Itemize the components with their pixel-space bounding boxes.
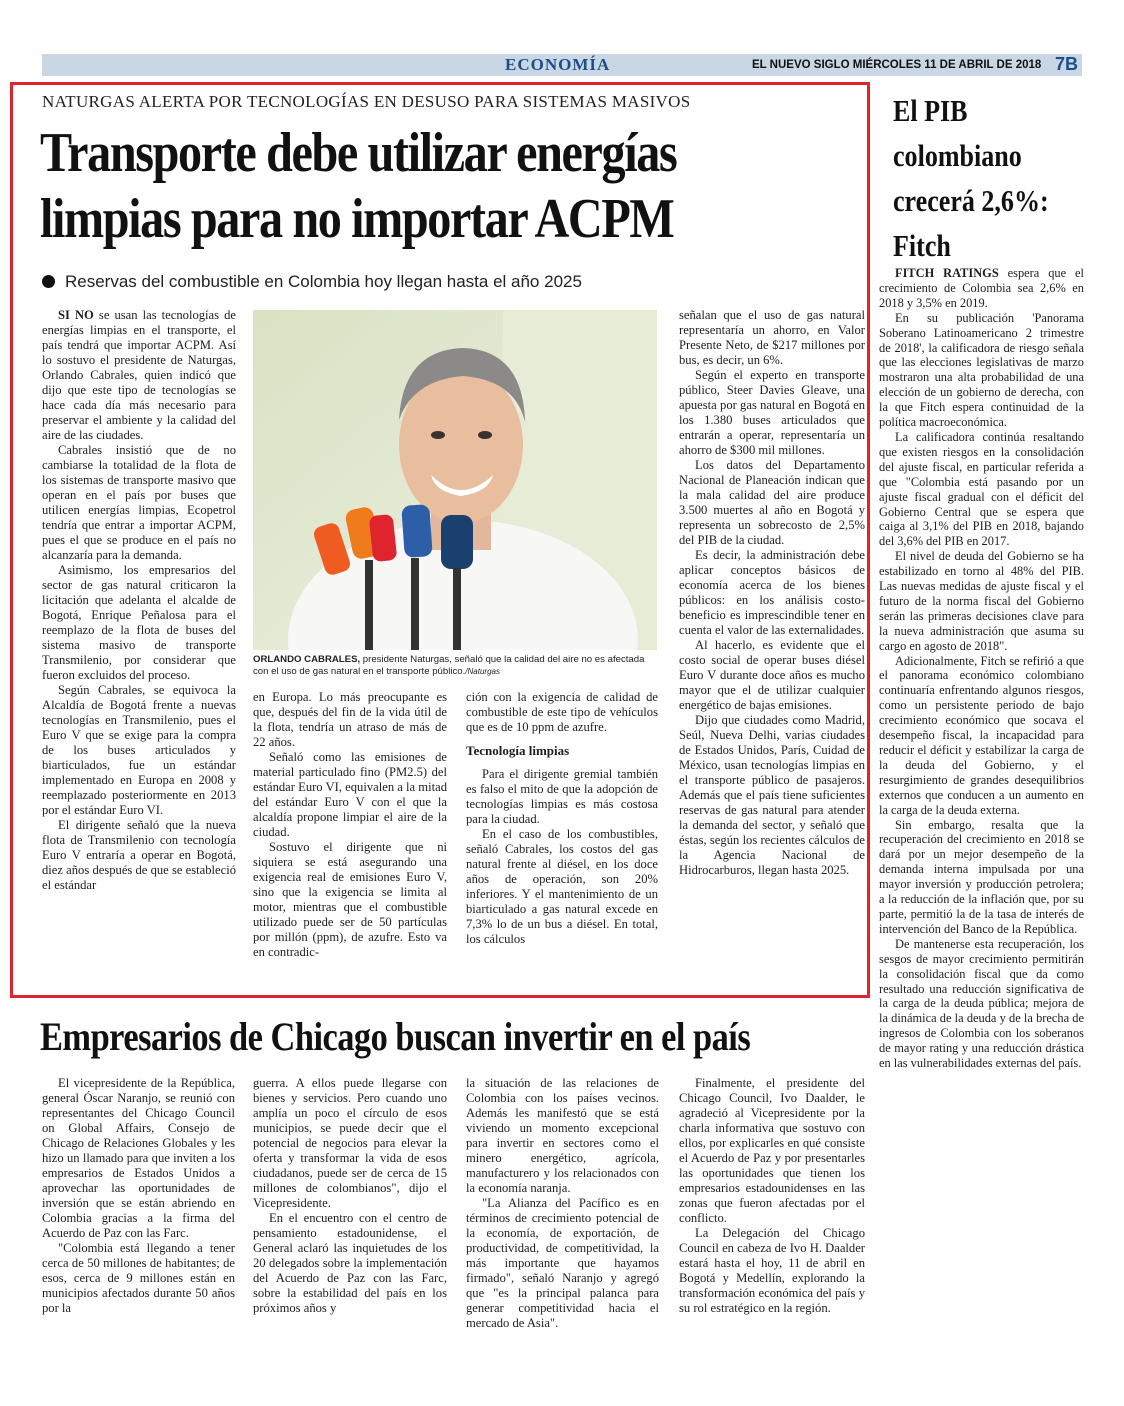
paragraph <box>42 308 236 443</box>
paragraph: "La Alianza del Pacífico es en términos de crecimiento potencial de la economía, de exportación, de productividad, de competitividad, la más importante que hayamos firmado", señaló Naranjo y agregó que "es la principal palanca para generar competitividad hacia el mercado de Asia". <box>466 1196 659 1330</box>
paragraph: Es decir, la administración debe aplicar conceptos básicos de economía acerca de los bienes públicos: en los análisis costo-beneficio es imprescindible tener en cuenta el valor de las externalidades. <box>679 548 865 637</box>
paragraph: En el caso de los combustibles, señaló Cabrales, los costos del gas natural frente al diésel, en los doce años de operación, son 20% inferiores. Y el mantenimiento de un biarticulado a gas natural excede en 7,3% lo de un bus a diésel. En total, los cálculos <box>466 827 658 946</box>
sidebar-column <box>879 266 1084 1071</box>
second-column-4 <box>679 1076 865 1316</box>
paragraph: El vicepresidente de la República, general Óscar Naranjo, se reunió con representantes del Chicago Council on Global Affairs, Consejo de Chicago de Relaciones Globales y les hizo un llamado para que inviten a los empresarios de Estados Unidos a aprovechar las oportunidades de inversión que se están abriendo en Colombia gracias a la firma del Acuerdo de Paz con las Farc. <box>42 1076 235 1240</box>
paragraph: Según Cabrales, se equivoca la Alcaldía de Bogotá frente a nuevas tecnologías en Transmilenio, pues el Euro V que se exige para la compra de los buses articulados y biarticulados, fue un estándar implementado en Europa en 2008 y reemplazado posteriormente en 2013 por el estándar Euro VI. <box>42 683 236 817</box>
paragraph: en Europa. Lo más preocupante es que, después del fin de la vida útil de la flota, tendría un atraso de más de 22 años. <box>253 690 447 749</box>
article-subhead <box>42 272 582 292</box>
paragraph: Sin embargo, resalta que la recuperación del crecimiento en 2018 se dará por un mejor desempeño de la demanda interna impulsada por una mayor inversión y producción petrolera; a la reducción de la inflación que, por su parte, permitió la de la tasa de interés de intervención del Banco de la República. <box>879 817 1084 936</box>
paragraph: Dijo que ciudades como Madrid, Seúl, Nueva Delhi, varias ciudades de Estados Unidos, París, Cuidad de México, usan tecnologías limpias en el transporte público de pasajeros. Además que el país tiene suficientes reservas de gas natural para atender la demanda del sector, y señaló que éstas, según los recientes cálculos de la Agencia Nacional de Hidrocarburos, llegan hasta 2025. <box>679 713 865 877</box>
article-column-4 <box>679 308 865 878</box>
caption-text: presidente Naturgas, señaló que la calidad del aire no es afectada con el uso de gas natural en el transporte público. <box>253 654 645 677</box>
paragraph: Asimismo, los empresarios del sector de gas natural criticaron la licitación que adelanta el alcalde de Bogotá, Enrique Peñalosa para el reemplazo de la flota de buses del sistema masivo de transporte Transmilenio, por considerar que fueron excluidos del proceso. <box>42 563 236 682</box>
photo-credit: /Naturgas <box>465 667 500 676</box>
paragraph: Finalmente, el presidente del Chicago Council, Ivo Daalder, le agradeció al Vicepresidente por la charla informativa que sostuvo con ellos, por explicarles en qué consiste el Acuerdo de Paz y por presentarles las oportunidades que tienen los empresarios estadounidenses en las zonas que fueron afectadas por el conflicto. <box>679 1076 865 1225</box>
second-headline: Empresarios de Chicago buscan invertir en el país <box>40 1014 751 1059</box>
paragraph: El dirigente señaló que la nueva flota de Transmilenio con tecnología Euro V entraría a operar en Bogotá, diez años después de que se estableció el estándar <box>42 818 236 892</box>
publication-date: EL NUEVO SIGLO MIÉRCOLES 11 DE ABRIL DE 2018 <box>752 59 1042 71</box>
paragraph: señalan que el uso de gas natural representaría un ahorro, en Valor Presente Neto, de $217 millones por bus, es decir, un 6%. <box>679 308 865 367</box>
paragraph: guerra. A ellos puede llegarse con bienes y servicios. Pero cuando uno amplía un poco el círculo de esos municipios, se puede decir que el potencial de negocios para elevar la oferta y transformar la vida de esos ciudadanos, puede ser de cerca de 15 millones de colombianos", dijo el Vicepresidente. <box>253 1076 447 1210</box>
second-column-3 <box>466 1076 659 1331</box>
bullet-icon <box>42 275 55 288</box>
paragraph-text: espera que el crecimiento de Colombia sea 2,6% en 2018 y 3,5% en 2019. <box>879 266 1084 310</box>
paragraph: la situación de las relaciones de Colombia con los países vecinos. Además les manifestó que se está viviendo un momento excepcional para invertir en sectores como el minero energético, agrícola, manufacturero y los relacionados con la economía naranja. <box>466 1076 659 1195</box>
caption-name: ORLANDO CABRALES, <box>253 654 361 665</box>
lead-in: FITCH RATINGS <box>895 266 999 280</box>
sidebar-headline: El PIB colombiano crecerá 2,6%: Fitch <box>893 93 1049 263</box>
paragraph <box>879 266 1084 311</box>
lead-in: SI NO <box>58 308 94 322</box>
page-number: 7B <box>1055 54 1079 74</box>
article-column-3 <box>466 690 658 947</box>
second-column-1 <box>42 1076 235 1316</box>
article-subtitle: Tecnología limpias <box>466 743 570 758</box>
article-column-1 <box>42 308 236 893</box>
paragraph: En el encuentro con el centro de pensamiento estadounidense, el General aclaró las inquietudes de los 20 delegados sobre la implementación del Acuerdo de Paz con las Farc, sobre la estabilidad del país en los próximos años y <box>253 1211 447 1315</box>
subhead-text: Reservas del combustible en Colombia hoy llegan hasta el año 2025 <box>65 272 582 291</box>
paragraph: La calificadora continúa resaltando que existen riesgos en la consolidación del ajuste fiscal, en particular referida a que "Colombia está pasando por un ajuste fiscal gradual con el déficit del Gobierno Central que se espera que caiga al 3,1% del PIB en 2018, bajando del 3,6% del PIB en 2017. <box>879 429 1084 549</box>
paragraph: Sostuvo el dirigente que ni siquiera se está asegurando una exigencia real de emisiones Euro V, sino que la exigencia se limita al motor, mientras que el combustible utilizado puede ser de 50 partículas por millón (ppm), de azufre. Esto va en contradic- <box>253 840 447 959</box>
paragraph: De mantenerse esta recuperación, los sesgos de mayor crecimiento permitirán la consolidación fiscal que da como resultado una reducción significativa de la carga de la deuda pública; mejora de la dinámica de la deuda y de la brecha de ingresos de Colombia con los soberanos de mayor rating y una reducción drástica en las vulnerabilidades externas del país. <box>879 936 1084 1071</box>
photo-orlando-cabrales <box>253 310 657 650</box>
paragraph: La Delegación del Chicago Council en cabeza de Ivo H. Daalder estará hasta el hoy, 11 de abril en Bogotá y Medellín, explorando la transformación económica del país y su rol estratégico en la región. <box>679 1226 865 1315</box>
paragraph: Adicionalmente, Fitch se refirió a que el panorama económico colombiano continuaría enfrentando algunos riesgos, como un persistente periodo de bajo crecimiento económico que socava el desempeño fiscal, la incapacidad para reducir el déficit y estabilizar la carga de la deuda del Gobierno, y el resurgimiento de grandes desequilibrios externos que conducen a un aumento en la carga de la deuda externa. <box>879 653 1084 817</box>
second-column-2 <box>253 1076 447 1316</box>
paragraph: Para el dirigente gremial también es falso el mito de que la adopción de tecnologías limpias es más costosa para la ciudad. <box>466 767 658 826</box>
article-kicker: NATURGAS ALERTA POR TECNOLOGÍAS EN DESUSO PARA SISTEMAS MASIVOS <box>42 92 691 111</box>
paragraph: ción con la exigencia de calidad de combustible de este tipo de vehículos que es de 10 ppm de azufre. <box>466 690 658 734</box>
paragraph-text: se usan las tecnologías de energías limpias en el transporte, el país tendrá que importar ACPM. Así lo sostuvo el presidente de Naturgas, Orlando Cabrales, quien indicó que dijo que este tipo de tecnologías se hace cada día más necesario para preservar el ambiente y la calidad del aire de las ciudades. <box>42 308 236 442</box>
paragraph: Señaló como las emisiones de material particulado fino (PM2.5) del estándar Euro VI, equivalen a la mitad del estándar Euro V con el que la alcaldía propone limpiar el aire de la ciudad. <box>253 750 447 839</box>
paragraph: En su publicación 'Panorama Soberano Latinoamericano 2 trimestre de 2018', la calificadora de riesgo señala que las elecciones legislativas de marzo mostraron una alta probabilidad de una elección de un gobierno de derecha, con la que Fitch espera continuidad de la política macroeconómica. <box>879 310 1084 430</box>
section-name: ECONOMÍA <box>505 55 611 74</box>
paragraph: Cabrales insistió que de no cambiarse la totalidad de la flota de los sistemas de transporte masivo que operan en el país por buses que utilicen energías limpias, Ecopetrol tendría que entrar a importar ACPM, pues el que se produce en el país no alcanzaría para la demanda. <box>42 443 236 562</box>
photo-caption <box>253 654 657 678</box>
paragraph: El nivel de deuda del Gobierno se ha estabilizado en torno al 48% del PIB. Las nuevas medidas de ajuste fiscal y el futuro de la norma fiscal del Gobierno serán las primeras decisiones clave para la nueva administración que asuma su cargo en agosto de 2018". <box>879 549 1084 653</box>
paragraph: Según el experto en transporte público, Steer Davies Gleave, una apuesta por gas natural en Bogotá en los 1.380 buses articulados que entrarán a operar, representaría un ahorro de $300 mil millones. <box>679 368 865 457</box>
paragraph: Al hacerlo, es evidente que el costo social de operar buses diésel Euro V durante doce años es mucho mayor que el de utilizar cualquier energético de bajas emisiones. <box>679 638 865 712</box>
article-photo <box>253 310 657 650</box>
article-headline: Transporte debe utilizar energías limpias para no importar ACPM <box>40 122 677 250</box>
paragraph: Los datos del Departamento Nacional de Planeación indican que la mala calidad del aire produce 3.500 muertes al año en Bogotá y representa un sobrecosto de 2,5% del PIB de la ciudad. <box>679 458 865 547</box>
paragraph: "Colombia está llegando a tener cerca de 50 millones de habitantes; de esos, cerca de 9 millones están en municipios afectados durante 50 años por la <box>42 1241 235 1315</box>
article-column-2 <box>253 690 447 960</box>
